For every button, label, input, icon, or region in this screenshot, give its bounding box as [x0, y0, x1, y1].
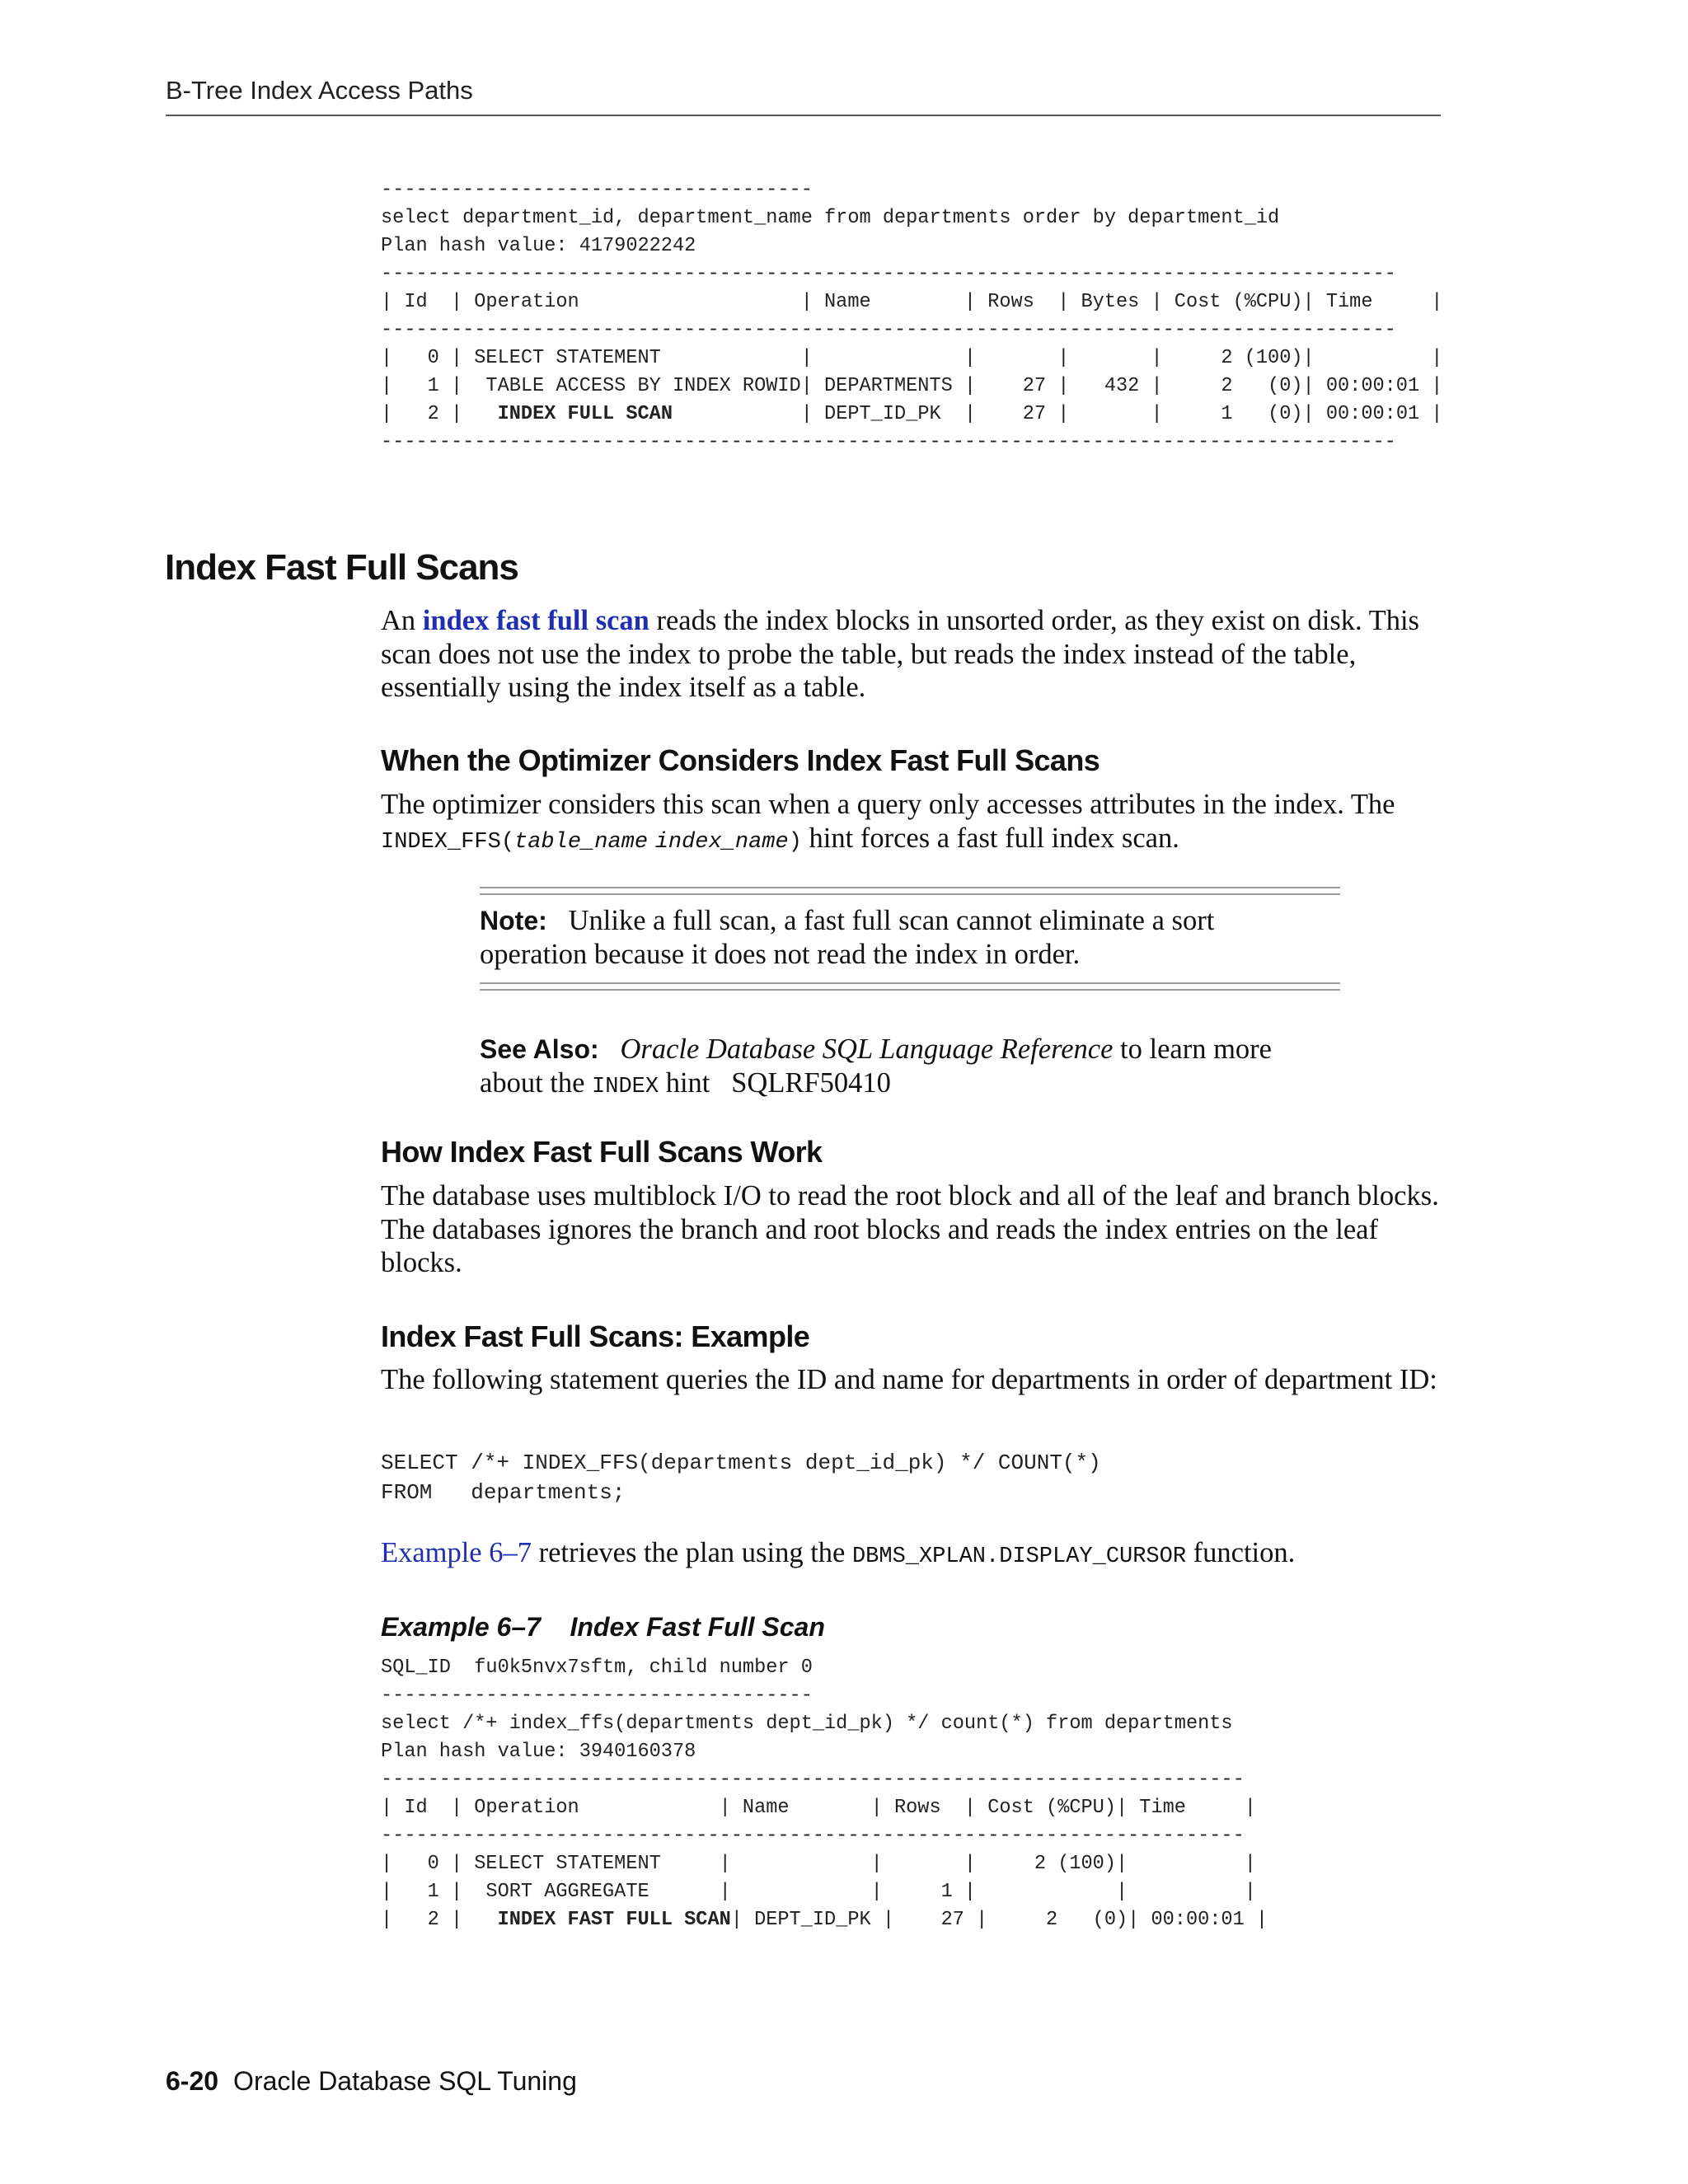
see-also-text2: hint	[659, 1066, 710, 1099]
how-paragraph: The database uses multiblock I/O to read the root block and all of the leaf and branch blocks. The databases ignores the branch and root blocks and reads the index entries on the leaf blocks.	[381, 1180, 1439, 1278]
page-footer	[166, 2066, 577, 2097]
sql-statement	[381, 1448, 1101, 1507]
see-also	[480, 1033, 1304, 1104]
subsection-heading-example: Index Fast Full Scans: Example	[381, 1319, 810, 1353]
example-ref-paragraph	[381, 1536, 1452, 1574]
note-text: Unlike a full scan, a fast full scan cannot eliminate a sort operation because it does not read the index in order.	[480, 905, 1215, 970]
section-heading: Index Fast Full Scans	[165, 547, 518, 588]
code-line-bold: | 2 | INDEX FULL SCAN | DEPT_ID_PK | 27 | | 1 (0)| 00:00:01 |	[381, 403, 1443, 425]
ref-code: DBMS_XPLAN.DISPLAY_CURSOR	[851, 1544, 1187, 1569]
code-line-bold: | 2 | INDEX FAST FULL SCAN| DEPT_ID_PK | 27 | 2 (0)| 00:00:01 |	[381, 1909, 1268, 1931]
intro-prefix: An	[381, 605, 423, 636]
code-line: -------------------------------------	[381, 179, 813, 201]
code-line: --------------------------------------------------------------------------	[381, 1769, 1245, 1791]
note-box	[480, 904, 1304, 971]
ref-text1: retrieves the plan using the	[532, 1537, 852, 1568]
sql-line: SELECT /*+ INDEX_FFS(departments dept_id_pk) */ COUNT(*)	[381, 1451, 1101, 1475]
when-paragraph	[381, 788, 1452, 859]
code-line: Plan hash value: 3940160378	[381, 1741, 696, 1763]
see-also-code: INDEX	[592, 1074, 659, 1099]
see-also-label: See Also:	[480, 1034, 599, 1064]
sql-line: FROM departments;	[381, 1480, 626, 1505]
book-title: Oracle Database SQL Tuning	[233, 2066, 577, 2096]
hint-code-close: )	[788, 829, 802, 855]
code-line: Plan hash value: 4179022242	[381, 235, 696, 257]
code-line: | 1 | SORT AGGREGATE | | 1 | | |	[381, 1881, 1256, 1903]
intro-paragraph	[381, 604, 1452, 705]
note-label: Note:	[480, 906, 547, 935]
code-line: | Id | Operation | Name | Rows | Cost (%CPU)| Time |	[381, 1797, 1256, 1819]
code-line: ---------------------------------------------------------------------------------------	[381, 431, 1396, 453]
intro-rest: reads the index blocks in unsorted order, as they exist on disk. This scan does not use the index to probe the table, but reads the index instead of the table, essentially using the index itself as a table.	[381, 605, 1419, 703]
glossary-link[interactable]: index fast full scan	[422, 605, 649, 636]
example-link[interactable]: Example 6–7	[381, 1537, 532, 1568]
code-line: | 1 | TABLE ACCESS BY INDEX ROWID| DEPARTMENTS | 27 | 432 | 2 (0)| 00:00:01 |	[381, 375, 1443, 397]
see-also-ref: SQLRF50410	[731, 1066, 891, 1099]
code-line: select department_id, department_name from departments order by department_id	[381, 207, 1280, 229]
code-line: | Id | Operation | Name | Rows | Bytes | Cost (%CPU)| Time |	[381, 291, 1443, 313]
code-line: select /*+ index_ffs(departments dept_id_pk) */ count(*) from departments	[381, 1713, 1233, 1735]
see-also-text1: to learn more about the	[480, 1033, 1272, 1099]
when-text-end: hint forces a fast full index scan.	[801, 822, 1179, 854]
code-line: ---------------------------------------------------------------------------------------	[381, 319, 1396, 341]
plan-output-block-2	[381, 1654, 1268, 1934]
running-header: B-Tree Index Access Paths	[166, 76, 473, 105]
when-text: The optimizer considers this scan when a query only accesses attributes in the index. The	[381, 789, 1395, 820]
subsection-heading-when: When the Optimizer Considers Index Fast Full Scans	[381, 743, 1100, 777]
code-line: -------------------------------------	[381, 1685, 813, 1707]
plan-output-block-1	[381, 176, 1442, 457]
hint-arg-table: table_name	[514, 829, 649, 855]
code-line: ---------------------------------------------------------------------------------------	[381, 263, 1396, 285]
page-number: 6-20	[166, 2066, 219, 2096]
example-title: Example 6–7 Index Fast Full Scan	[381, 1612, 825, 1642]
hint-arg-index: index_name	[654, 829, 789, 855]
ref-text2: function.	[1186, 1537, 1296, 1568]
code-line: | 0 | SELECT STATEMENT | | | 2 (100)| |	[381, 1853, 1256, 1875]
hint-code: INDEX_FFS(	[381, 829, 515, 855]
see-also-book[interactable]: Oracle Database SQL Language Reference	[620, 1033, 1114, 1065]
example-paragraph: The following statement queries the ID and name for departments in order of department ID:	[381, 1364, 1437, 1395]
subsection-heading-how: How Index Fast Full Scans Work	[381, 1135, 823, 1169]
code-line: | 0 | SELECT STATEMENT | | | | 2 (100)| |	[381, 347, 1443, 369]
header-divider	[166, 115, 1441, 116]
note-top-rule	[480, 887, 1340, 895]
code-line: --------------------------------------------------------------------------	[381, 1825, 1245, 1847]
note-bottom-rule	[480, 982, 1340, 991]
code-line: SQL_ID fu0k5nvx7sftm, child number 0	[381, 1657, 813, 1679]
